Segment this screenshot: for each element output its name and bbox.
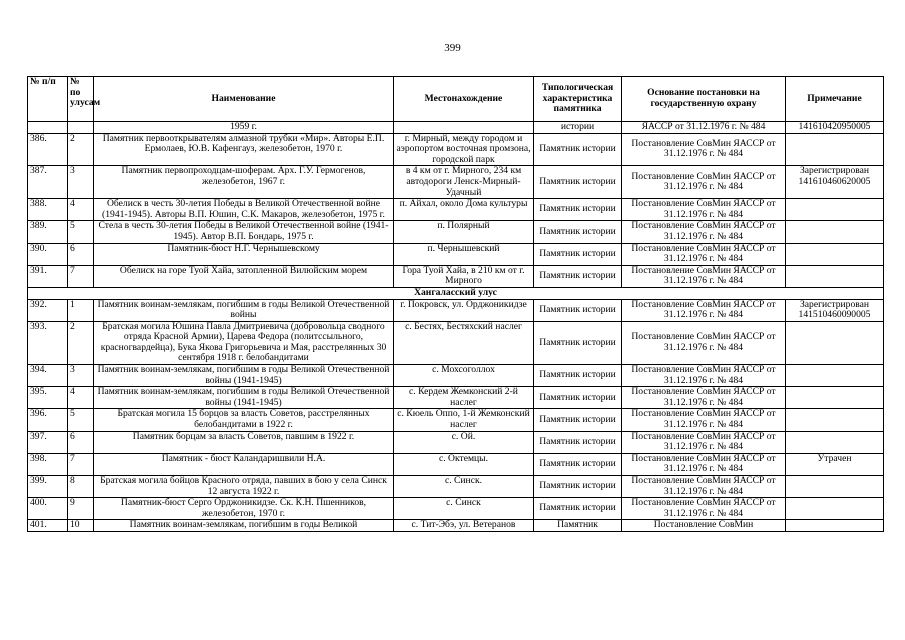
cell-note: Зарегистрирован 141510460090005 (786, 299, 884, 321)
cell-location: с. Ой. (394, 431, 534, 453)
header-location: Местонахождение (394, 77, 534, 122)
cell-no: 401. (28, 520, 68, 532)
cell-ulus-no: 10 (68, 520, 94, 532)
section-title: Хангаласский улус (28, 287, 884, 299)
cell-location: п. Айхал, около Дома культуры (394, 199, 534, 221)
cell-no: 399. (28, 476, 68, 498)
section-row (28, 287, 884, 299)
table-row (28, 265, 884, 287)
cell-ulus-no: 7 (68, 453, 94, 475)
cell-no: 390. (28, 243, 68, 265)
cell-type: Памятник истории (534, 321, 622, 364)
cell-basis: Постановление СовМин ЯАССР от 31.12.1976 г. № 484 (622, 133, 786, 166)
table-row (28, 321, 884, 364)
cell-type: Памятник истории (534, 299, 622, 321)
cell-no: 392. (28, 299, 68, 321)
cell-note (786, 409, 884, 431)
cell-ulus-no: 5 (68, 221, 94, 243)
cell-basis: Постановление СовМин ЯАССР от 31.12.1976 г. № 484 (622, 498, 786, 520)
cell-type: Памятник истории (534, 365, 622, 387)
cell-no: 395. (28, 387, 68, 409)
table-row (28, 387, 884, 409)
cell-type: Памятник (534, 520, 622, 532)
cell-note (786, 431, 884, 453)
cell-name: Братская могила бойцов Красного отряда, павших в бою у села Синск 12 августа 1922 г. (94, 476, 394, 498)
cell-no: 396. (28, 409, 68, 431)
cell-ulus-no: 8 (68, 476, 94, 498)
cell-basis: Постановление СовМин ЯАССР от 31.12.1976 г. № 484 (622, 265, 786, 287)
cell-note (786, 265, 884, 287)
table-row (28, 243, 884, 265)
header-type: Типологическая характеристика памятника (534, 77, 622, 122)
cell-ulus-no: 9 (68, 498, 94, 520)
continuation-row (28, 122, 884, 134)
table-row (28, 299, 884, 321)
table-row (28, 221, 884, 243)
cell-ulus-no: 6 (68, 431, 94, 453)
cell-ulus-no: 3 (68, 166, 94, 199)
cell-location: Гора Туой Хайа, в 210 км от г. Мирного (394, 265, 534, 287)
table-row (28, 365, 884, 387)
cell-note (786, 133, 884, 166)
cell-name: Памятник борцам за власть Советов, павшим в 1922 г. (94, 431, 394, 453)
cell-name: Обелиск в честь 30-летия Победы в Великой Отечественной войне (1941-1945). Авторы В.П. Юшин, С.К. Макаров, железобетон, 1975 г. (94, 199, 394, 221)
cell-basis: Постановление СовМин ЯАССР от 31.12.1976 г. № 484 (622, 453, 786, 475)
header-note: Примечание (786, 77, 884, 122)
cell-basis: Постановление СовМин ЯАССР от 31.12.1976 г. № 484 (622, 409, 786, 431)
cell-ulus-no: 6 (68, 243, 94, 265)
table-row (28, 133, 884, 166)
cell-location: с. Мохсоголлох (394, 365, 534, 387)
cell-location: с. Кердем Жемконский 2-й наслег (394, 387, 534, 409)
cell-basis: Постановление СовМин ЯАССР от 31.12.1976 г. № 484 (622, 476, 786, 498)
cell-basis: Постановление СовМин ЯАССР от 31.12.1976 г. № 484 (622, 221, 786, 243)
cell-name: Стела в честь 30-летия Победы в Великой Отечественной войне (1941-1945). Автор В.П. Бондарь, 1975 г. (94, 221, 394, 243)
cell-note (786, 476, 884, 498)
cell-ulus-no: 1 (68, 299, 94, 321)
cell-location: с. Октемцы. (394, 453, 534, 475)
cell-basis: Постановление СовМин (622, 520, 786, 532)
cell-type: Памятник истории (534, 221, 622, 243)
cell-location: с. Тит-Эбэ, ул. Ветеранов (394, 520, 534, 532)
cell-note (786, 243, 884, 265)
cell-location: г. Мирный, между городом и аэропортом восточная промзона, городской парк (394, 133, 534, 166)
cell-location: п. Полярный (394, 221, 534, 243)
table-row (28, 498, 884, 520)
cell-type: Памятник истории (534, 166, 622, 199)
cell-type: Памятник истории (534, 476, 622, 498)
cell-no: 388. (28, 199, 68, 221)
cell-basis: Постановление СовМин ЯАССР от 31.12.1976 г. № 484 (622, 321, 786, 364)
cell-note (786, 498, 884, 520)
cell-no: 387. (28, 166, 68, 199)
table-row (28, 409, 884, 431)
cell-basis: Постановление СовМин ЯАССР от 31.12.1976 г. № 484 (622, 299, 786, 321)
cell-location: с. Синск (394, 498, 534, 520)
continuation-type: истории (534, 122, 622, 134)
cell-type: Памятник истории (534, 243, 622, 265)
cell-name: Братская могила Юшина Павла Дмитриевича (добровольца сводного отряда Красной Армии), Царева Федора (политссыльного, красногвардейца), Бука Якова Григорьевича и Мая, расстрелянных 30 сентября 1918 г. белобандитами (94, 321, 394, 364)
cell-no: 400. (28, 498, 68, 520)
table-row (28, 199, 884, 221)
cell-note (786, 199, 884, 221)
cell-basis: Постановление СовМин ЯАССР от 31.12.1976 г. № 484 (622, 365, 786, 387)
cell-basis: Постановление СовМин ЯАССР от 31.12.1976 г. № 484 (622, 166, 786, 199)
cell-name: Памятник первооткрывателям алмазной трубки «Мир». Авторы Е.П. Ермолаев, Ю.В. Кафенгауз, железобетон, 1970 г. (94, 133, 394, 166)
cell-no: 389. (28, 221, 68, 243)
cell-location: с. Кюель Оппо, 1-й Жемконский наслег (394, 409, 534, 431)
cell-location: г. Покровск, ул. Орджоникидзе (394, 299, 534, 321)
cell-type: Памятник истории (534, 409, 622, 431)
cell-type: Памятник истории (534, 265, 622, 287)
cell-type: Памятник истории (534, 133, 622, 166)
cell-type: Памятник истории (534, 431, 622, 453)
continuation-basis: ЯАССР от 31.12.1976 г. № 484 (622, 122, 786, 134)
table-row (28, 476, 884, 498)
cell-no: 393. (28, 321, 68, 364)
cell-no: 391. (28, 265, 68, 287)
cell-no: 386. (28, 133, 68, 166)
continuation-name: 1959 г. (94, 122, 394, 134)
table-row (28, 431, 884, 453)
cell-ulus-no: 5 (68, 409, 94, 431)
cell-ulus-no: 7 (68, 265, 94, 287)
continuation-note: 141610420950005 (786, 122, 884, 134)
cell-note (786, 387, 884, 409)
cell-type: Памятник истории (534, 387, 622, 409)
cell-location: с. Бестях, Бестяхский наслег (394, 321, 534, 364)
header-name: Наименование (94, 77, 394, 122)
cell-name: Памятник-бюст Н.Г. Чернышевскому (94, 243, 394, 265)
cell-basis: Постановление СовМин ЯАССР от 31.12.1976 г. № 484 (622, 431, 786, 453)
table-row (28, 166, 884, 199)
cell-name: Памятник воинам-землякам, погибшим в годы Великой Отечественной войны (1941-1945) (94, 365, 394, 387)
cell-location: п. Чернышевский (394, 243, 534, 265)
cell-basis: Постановление СовМин ЯАССР от 31.12.1976 г. № 484 (622, 243, 786, 265)
table-header-row (28, 77, 884, 122)
cell-name: Памятник воинам-землякам, погибшим в годы Великой (94, 520, 394, 532)
cell-name: Памятник воинам-землякам, погибшим в годы Великой Отечественной войны (1941-1945) (94, 387, 394, 409)
header-basis: Основание постановки на государственную охрану (622, 77, 786, 122)
cell-basis: Постановление СовМин ЯАССР от 31.12.1976 г. № 484 (622, 199, 786, 221)
cell-note: Зарегистрирован 141610460620005 (786, 166, 884, 199)
header-no: № п/п (28, 77, 68, 122)
cell-ulus-no: 4 (68, 199, 94, 221)
cell-no: 397. (28, 431, 68, 453)
cell-no: 394. (28, 365, 68, 387)
cell-name: Памятник первопроходцам-шоферам. Арх. Г.У. Гермогенов, железобетон, 1967 г. (94, 166, 394, 199)
cell-no: 398. (28, 453, 68, 475)
table-row (28, 453, 884, 475)
cell-name: Памятник - бюст Каландаришвили Н.А. (94, 453, 394, 475)
cell-basis: Постановление СовМин ЯАССР от 31.12.1976 г. № 484 (622, 387, 786, 409)
cell-name: Памятник воинам-землякам, погибшим в годы Великой Отечественной войны (94, 299, 394, 321)
monuments-table (27, 76, 884, 532)
cell-note (786, 365, 884, 387)
cell-note (786, 221, 884, 243)
cell-type: Памятник истории (534, 453, 622, 475)
cell-note (786, 321, 884, 364)
cell-name: Братская могила 15 борцов за власть Советов, расстрелянных белобандитами в 1922 г. (94, 409, 394, 431)
cell-ulus-no: 2 (68, 321, 94, 364)
page-number: 399 (444, 42, 461, 54)
cell-ulus-no: 4 (68, 387, 94, 409)
table-row (28, 520, 884, 532)
cell-name: Обелиск на горе Туой Хайа, затопленной Вилюйским морем (94, 265, 394, 287)
cell-type: Памятник истории (534, 199, 622, 221)
header-ulus-no: № по улусам (68, 77, 94, 122)
cell-note (786, 520, 884, 532)
cell-ulus-no: 3 (68, 365, 94, 387)
cell-note: Утрачен (786, 453, 884, 475)
cell-ulus-no: 2 (68, 133, 94, 166)
cell-location: в 4 км от г. Мирного, 234 км автодороги Ленск-Мирный-Удачный (394, 166, 534, 199)
cell-name: Памятник-бюст Серго Орджоникидзе. Ск. К.Н. Пшенников, железобетон, 1970 г. (94, 498, 394, 520)
cell-type: Памятник истории (534, 498, 622, 520)
cell-location: с. Синск. (394, 476, 534, 498)
